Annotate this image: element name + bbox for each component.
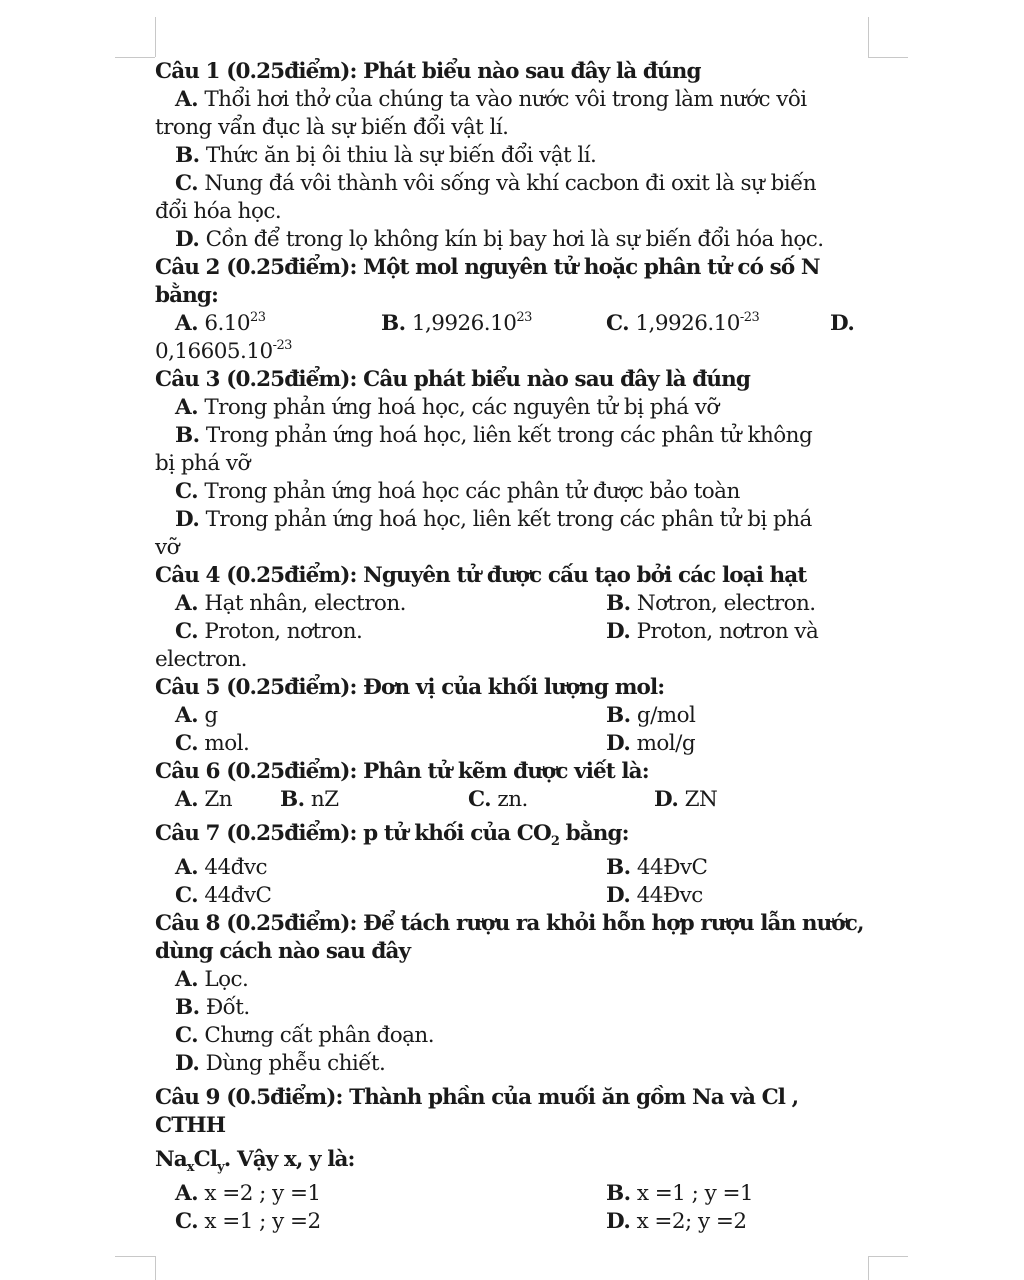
question-9-option-a: A. x =2 ; y =1 — [175, 1181, 321, 1206]
question-4-option-d-cont: electron. — [155, 647, 247, 672]
question-9-option-d: D. x =2; y =2 — [606, 1209, 747, 1234]
question-5-option-d: D. mol/g — [606, 731, 696, 756]
crop-mark-bottom-left — [155, 1256, 156, 1280]
question-1-option-c-cont: đổi hóa học. — [155, 199, 282, 224]
question-9-title: Câu 9 (0.5điểm): Thành phần của muối ăn gồm Na và Cl , CTHH — [155, 1085, 799, 1138]
question-8-option-c: C. Chưng cất phân đoạn. — [175, 1023, 435, 1048]
question-5-title: Câu 5 (0.25điểm): Đơn vị của khối lượng mol: — [155, 675, 665, 700]
question-3-option-a: A. Trong phản ứng hoá học, các nguyên tử bị phá vỡ — [175, 395, 719, 420]
question-2-title: Câu 2 (0.25điểm): Một mol nguyên tử hoặc phân tử có số N bằng: — [155, 255, 820, 308]
crop-mark-top-left — [155, 17, 156, 57]
question-2-option-d-value: $0,16605.10^{-23}$ — [155, 338, 292, 364]
question-5-options-row-2 — [155, 730, 867, 758]
question-7-option-d: D. 44Đvc — [606, 883, 703, 908]
question-1-option-a-cont: trong vẩn đục là sự biến đổi vật lí. — [155, 115, 509, 140]
question-7-option-a: A. 44đvc — [175, 855, 267, 880]
question-9-option-b: B. x =1 ; y =1 — [606, 1181, 754, 1206]
question-6-option-d: D. ZN — [654, 787, 718, 812]
question-4-option-a: A. Hạt nhân, electron. — [175, 591, 406, 616]
question-3-title: Câu 3 (0.25điểm): Câu phát biểu nào sau đây là đúng — [155, 367, 751, 392]
question-1-option-c: C. Nung đá vôi thành vôi sống và khí cacbon đi oxit là sự biến — [175, 171, 817, 196]
question-4-options-row-2 — [155, 618, 867, 646]
question-8-option-b: B. Đốt. — [175, 995, 250, 1020]
question-2-options-row — [155, 310, 867, 338]
question-1-option-b: B. Thức ăn bị ôi thiu là sự biến đổi vật lí. — [175, 143, 597, 168]
question-4-option-b: B. Nơtron, electron. — [606, 591, 816, 616]
question-8-title-cont: dùng cách nào sau đây — [155, 939, 411, 964]
question-7-options-row-1 — [155, 854, 867, 882]
question-5-options-row-1 — [155, 702, 867, 730]
question-5-option-a: A. g — [175, 703, 218, 728]
question-4-option-d: D. Proton, nơtron và — [606, 619, 819, 644]
question-5-option-c: C. mol. — [175, 731, 250, 756]
question-2-option-d-label: D. — [830, 311, 855, 336]
question-7-title: Câu 7 (0.25điểm): p tử khối của $CO_2$ bằng: — [155, 821, 629, 849]
question-3-option-d-cont: vỡ — [155, 535, 179, 560]
question-6-title: Câu 6 (0.25điểm): Phân tử kẽm được viết là: — [155, 759, 649, 784]
question-4-option-c: C. Proton, nơtron. — [175, 619, 363, 644]
question-8-option-d: D. Dùng phễu chiết. — [175, 1051, 386, 1076]
question-4-title: Câu 4 (0.25điểm): Nguyên tử được cấu tạo bởi các loại hạt — [155, 563, 807, 588]
question-8-title: Câu 8 (0.25điểm): Để tách rượu ra khỏi hỗn hợp rượu lẫn nước, — [155, 911, 864, 936]
crop-mark-top-right — [868, 57, 908, 58]
question-7-option-c: C. 44đvC — [175, 883, 272, 908]
question-3-option-d: D. Trong phản ứng hoá học, liên kết trong các phân tử bị phá — [175, 507, 812, 532]
question-3-option-b: B. Trong phản ứng hoá học, liên kết trong các phân tử không — [175, 423, 813, 448]
question-3-option-c: C. Trong phản ứng hoá học các phân tử được bảo toàn — [175, 479, 740, 504]
question-7-option-b: B. 44ĐvC — [606, 855, 708, 880]
question-5-option-b: B. g/mol — [606, 703, 696, 728]
crop-mark-bottom-right — [868, 1256, 908, 1257]
crop-mark-top-left — [115, 57, 155, 58]
question-1-option-d: D. Cồn để trong lọ không kín bị bay hơi là sự biến đổi hóa học. — [175, 227, 824, 252]
question-1-title: Câu 1 (0.25điểm): Phát biểu nào sau đây là đúng — [155, 59, 701, 84]
question-7-options-row-2 — [155, 882, 867, 910]
question-4-options-row-1 — [155, 590, 867, 618]
crop-mark-bottom-left — [115, 1256, 155, 1257]
crop-mark-bottom-right — [868, 1256, 869, 1280]
question-6-option-b: B. nZ — [280, 787, 339, 812]
question-6-option-a: A. Zn — [175, 787, 233, 812]
question-2-option-c: C. $1,9926.10^{-23}$ — [606, 310, 760, 336]
question-9-options-row-1 — [155, 1180, 867, 1208]
question-2-option-b: B. 1,9926.10$^{23}$ — [381, 310, 532, 336]
question-3-option-b-cont: bị phá vỡ — [155, 451, 250, 476]
quiz-document — [155, 58, 867, 1236]
question-2-option-a: A. 6.10$^{23}$ — [175, 310, 266, 336]
question-8-option-a: A. Lọc. — [175, 967, 249, 992]
question-9-options-row-2 — [155, 1208, 867, 1236]
question-1-option-a: A. Thổi hơi thở của chúng ta vào nước vôi trong làm nước vôi — [175, 87, 807, 112]
question-6-option-c: C. zn. — [468, 787, 528, 812]
question-9-formula: $Na_xCl_y$. Vậy x, y là: — [155, 1147, 355, 1175]
question-9-option-c: C. x =1 ; y =2 — [175, 1209, 321, 1234]
question-6-options-row — [155, 786, 867, 814]
crop-mark-top-right — [868, 17, 869, 57]
